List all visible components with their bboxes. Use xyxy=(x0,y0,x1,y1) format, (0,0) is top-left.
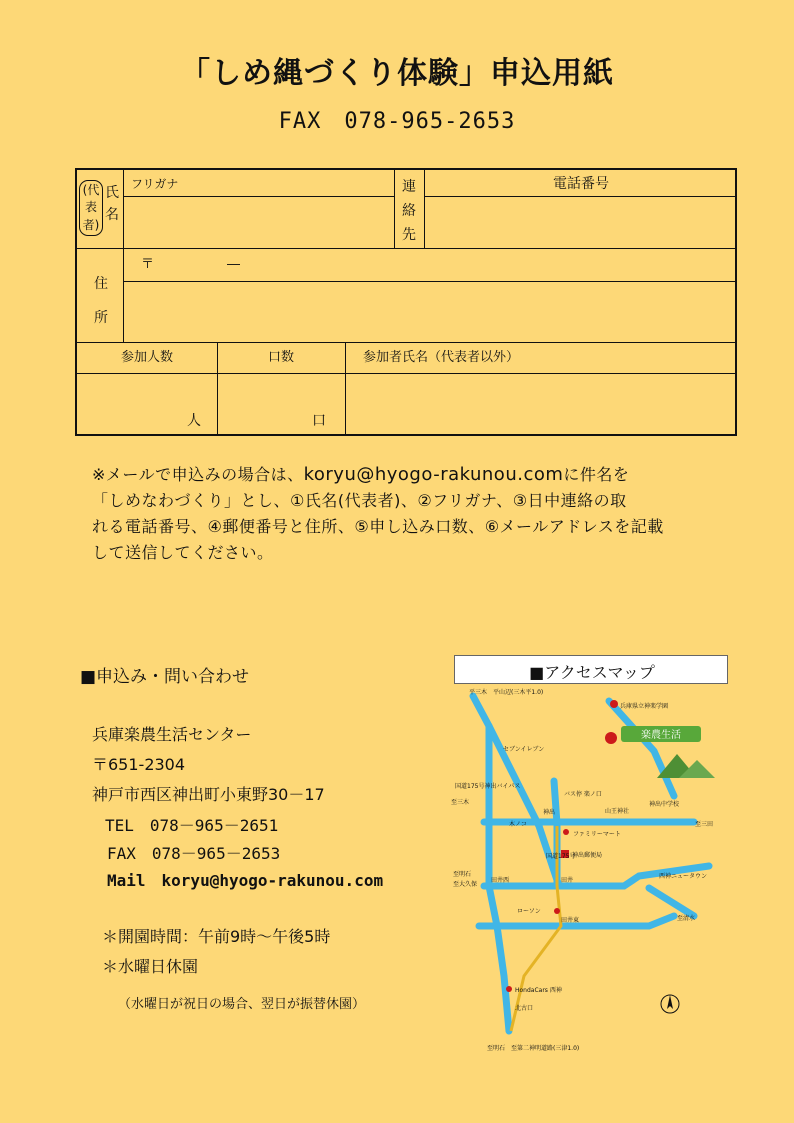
map-label-bus: バス停 楽ノ口 xyxy=(564,791,602,798)
opening-hours: ＊開園時間：午前9時～午後5時 xyxy=(102,927,331,946)
map-label-kinoko: 木ノコ xyxy=(509,821,527,828)
map-label-intersection: 田井東 xyxy=(561,917,580,924)
map-label-direction: 至明石 xyxy=(453,871,472,878)
north-arrow xyxy=(661,995,679,1013)
mountain-icon xyxy=(657,754,715,778)
map-label-direction: 至清水 xyxy=(677,915,696,922)
note-line: れる電話番号、④郵便番号と住所、⑤申し込み口数、⑥メールアドレスを記載 xyxy=(92,517,664,536)
map-label-intersection: 田井 xyxy=(561,877,574,884)
map-label-newtown: 西神ニュータウン xyxy=(659,873,708,880)
divider xyxy=(345,342,346,436)
name-label: 氏名 xyxy=(105,185,119,224)
map-label-direction: 至三木 xyxy=(451,799,470,806)
fax: FAX 078－965－2653 xyxy=(107,844,281,863)
map-label-shrine: 山王神社 xyxy=(605,808,630,815)
map-heading: ■アクセスマップ xyxy=(529,663,655,682)
mail-address: Mail koryu@hyogo-rakunou.com xyxy=(107,871,384,890)
contact-heading: ■申込み・問い合わせ xyxy=(80,667,250,687)
map-label-honda: HondaCars 西神 xyxy=(515,987,562,994)
map-label-seven-eleven: セブンイレブン xyxy=(503,746,545,753)
email-application-note xyxy=(92,462,752,566)
units-unit: 口 xyxy=(312,413,326,429)
telephone: TEL 078－965－2651 xyxy=(105,816,279,835)
divider xyxy=(77,373,737,374)
fax-number-header: FAX 078-965-2653 xyxy=(278,109,516,134)
map-heading-box xyxy=(454,655,728,684)
map-label-top: 平三木 平山辺(三木平1.0) xyxy=(469,689,544,696)
divider xyxy=(123,196,394,197)
facility-marker xyxy=(610,700,618,708)
page-title: 「しめ縄づくり体験」申込用紙 xyxy=(180,56,614,91)
note-suffix: に件名を xyxy=(563,465,630,484)
divider xyxy=(424,196,737,197)
access-map xyxy=(449,686,739,1058)
map-label-bypass: 国道175号神出バイパス xyxy=(455,783,521,790)
people-unit: 人 xyxy=(187,413,201,429)
holiday-note: （水曜日が祝日の場合、翌日が振替休園） xyxy=(118,997,366,1012)
phone-label: 電話番号 xyxy=(553,176,609,192)
mart-marker xyxy=(563,829,569,835)
divider xyxy=(123,170,124,342)
postal-mark: 〒 xyxy=(141,257,155,272)
participants-label: 参加人数 xyxy=(120,350,173,365)
map-label-direction: 至大久保 xyxy=(453,881,478,888)
address: 神戸市西区神出町小東野30－17 xyxy=(92,785,325,804)
map-label-school: 神出中学校 xyxy=(649,801,680,808)
address-label: 住所 xyxy=(94,276,108,326)
participant-names-label: 参加者氏名（代表者以外） xyxy=(363,350,520,365)
honda-marker xyxy=(506,986,512,992)
closed-day: ＊水曜日休園 xyxy=(102,957,199,976)
application-form xyxy=(75,168,737,436)
logo xyxy=(621,726,701,742)
apple-icon xyxy=(605,732,617,744)
map-label-city: 北古口 xyxy=(515,1005,534,1012)
representative-label: (代表者) xyxy=(79,180,103,236)
divider xyxy=(77,342,737,343)
map-label-direction: 至三田 xyxy=(695,821,714,828)
note-email: koryu@hyogo-rakunou.com xyxy=(303,464,564,485)
map-label-facility: 兵庫県立神楽学園 xyxy=(620,703,669,710)
divider xyxy=(123,281,737,282)
map-label-bottom: 至明石 至第二神明道路(三津1.0) xyxy=(487,1045,580,1052)
markers xyxy=(506,700,618,992)
note-line: して送信してください。 xyxy=(92,543,274,562)
divider xyxy=(394,170,395,248)
note-line: 「しめなわづくり」とし、①氏名(代表者)、②フリガナ、③日中連絡の取 xyxy=(92,491,627,510)
units-label: 口数 xyxy=(267,350,294,365)
map-label-mart: ファミリーマート xyxy=(573,831,621,838)
map-label-jinde: 神出 xyxy=(543,809,556,816)
note-prefix: ※メールで申込みの場合は、 xyxy=(92,465,304,484)
lawson-marker xyxy=(554,908,560,914)
organization-name: 兵庫楽農生活センター xyxy=(92,725,252,744)
furigana-label: フリガナ xyxy=(131,177,179,191)
divider xyxy=(77,248,737,249)
postal-code: 〒651-2304 xyxy=(92,755,186,774)
logo-text: 楽農生活 xyxy=(641,730,681,741)
map-label-post: 神出郵便局 xyxy=(572,852,603,859)
map-label-intersection: 田井西 xyxy=(491,877,510,884)
map-label-route: 国道175号 xyxy=(546,853,576,860)
contact-label: 連絡先 xyxy=(402,179,416,243)
map-label-lawson: ローソン xyxy=(517,908,541,915)
postal-dash: ― xyxy=(227,257,240,272)
